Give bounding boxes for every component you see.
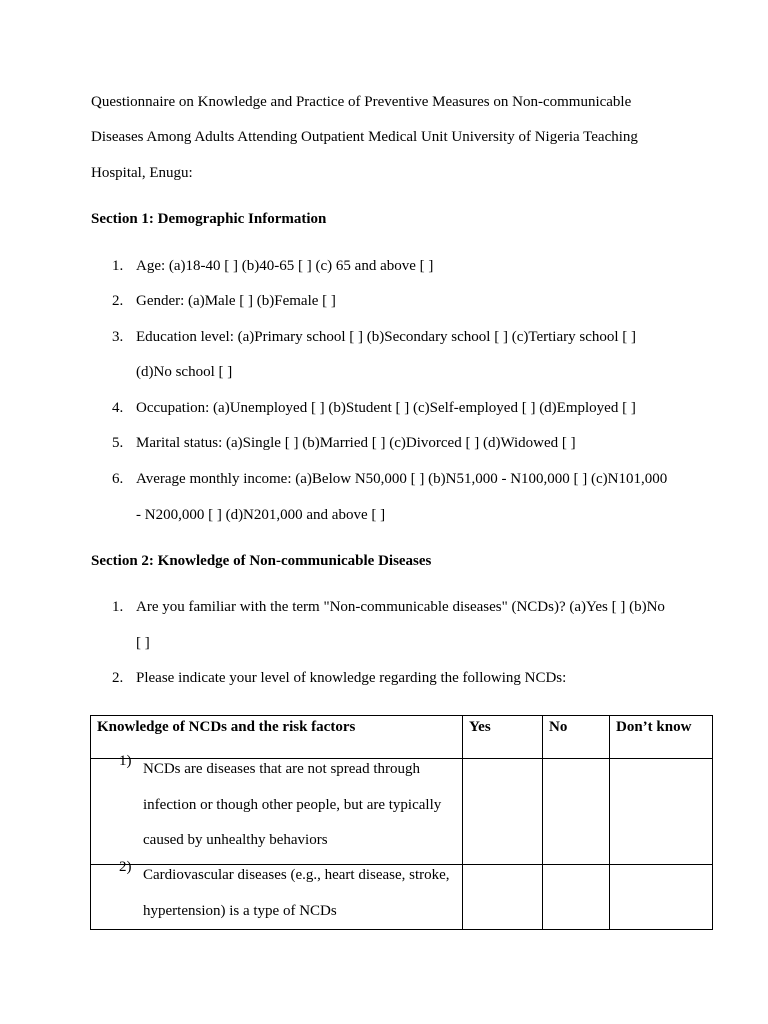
s1-q6-text-line-2: - N200,000 [ ] (d)N201,000 and above [ ]: [136, 507, 386, 523]
s1-q6-text-line-1: Average monthly income: (a)Below N50,000 [ ] (b)N51,000 - N100,000 [ ] (c)N101,000: [136, 471, 668, 487]
row1-text: [143, 751, 462, 859]
header-dont-know: [610, 716, 713, 759]
document-title-line-3: Hospital, Enugu:: [91, 165, 193, 181]
row1-yes-cell[interactable]: [463, 759, 543, 865]
s1-q3-text-line-1: Education level: (a)Primary school [ ] (b)Secondary school [ ] (c)Tertiary school [ ]: [136, 329, 637, 345]
s2-q2-number: 2.: [112, 670, 124, 686]
row1-text-line-1: NCDs are diseases that are not spread through: [143, 761, 421, 777]
row2-dont-know-cell[interactable]: [610, 865, 713, 930]
document-title-line-2: Diseases Among Adults Attending Outpatient Medical Unit University of Nigeria Teaching: [91, 129, 638, 145]
s1-q5-text: Marital status: (a)Single [ ] (b)Married [ ] (c)Divorced [ ] (d)Widowed [ ]: [136, 435, 576, 451]
section2-heading: Section 2: Knowledge of Non-communicable Diseases: [91, 553, 432, 569]
header-dont-know-label: Don’t know: [616, 719, 692, 735]
header-no-label: No: [549, 719, 568, 735]
s1-q4-text: Occupation: (a)Unemployed [ ] (b)Student [ ] (c)Self-employed [ ] (d)Employed [ ]: [136, 400, 636, 416]
row1-text-line-2: infection or though other people, but are typically: [143, 796, 442, 813]
s1-q3-number: 3.: [112, 329, 124, 345]
s1-q6-number: 6.: [112, 471, 124, 487]
row2-statement-cell: [91, 859, 463, 930]
s1-q3-text-line-2: (d)No school [ ]: [136, 364, 233, 380]
row2-text: [143, 857, 462, 929]
s2-q2-text: Please indicate your level of knowledge regarding the following NCDs:: [136, 670, 567, 686]
s2-q1-text-line-1: Are you familiar with the term "Non-communicable diseases" (NCDs)? (a)Yes [ ] (b)No: [136, 599, 665, 615]
row1-number: 1): [119, 753, 132, 769]
s2-q1-number: 1.: [112, 599, 124, 615]
s1-q5-number: 5.: [112, 435, 124, 451]
row2-no-cell[interactable]: [543, 865, 610, 930]
row2-number: 2): [119, 859, 132, 875]
header-no: [543, 716, 610, 759]
header-yes: [463, 716, 543, 759]
header-yes-label: Yes: [469, 719, 491, 735]
row2-statement: [91, 857, 462, 929]
table-row: [91, 759, 713, 865]
table-row: [91, 865, 713, 930]
s1-q2-text: Gender: (a)Male [ ] (b)Female [ ]: [136, 293, 336, 309]
ncd-knowledge-table: [90, 715, 713, 930]
section1-heading: Section 1: Demographic Information: [91, 211, 327, 227]
s1-q1-text: Age: (a)18-40 [ ] (b)40-65 [ ] (c) 65 and above [ ]: [136, 258, 434, 274]
row2-yes-cell[interactable]: [463, 865, 543, 930]
s1-q2-number: 2.: [112, 293, 124, 309]
row2-text-line-1: Cardiovascular diseases (e.g., heart disease, stroke,: [143, 867, 450, 883]
document-title-line-1: Questionnaire on Knowledge and Practice of Preventive Measures on Non-communicable: [91, 94, 632, 110]
s1-q4-number: 4.: [112, 400, 124, 416]
row1-no-cell[interactable]: [543, 759, 610, 865]
row1-dont-know-cell[interactable]: [610, 759, 713, 865]
row1-statement-cell: [91, 753, 463, 865]
header-knowledge-label: Knowledge of NCDs and the risk factors: [97, 719, 356, 735]
s2-q1-text-line-2: [ ]: [136, 635, 150, 651]
s1-q1-number: 1.: [112, 258, 124, 274]
row2-text-line-2: hypertension) is a type of NCDs: [143, 902, 337, 919]
row1-statement: [91, 751, 462, 859]
row1-text-line-3: caused by unhealthy behaviors: [143, 832, 328, 848]
